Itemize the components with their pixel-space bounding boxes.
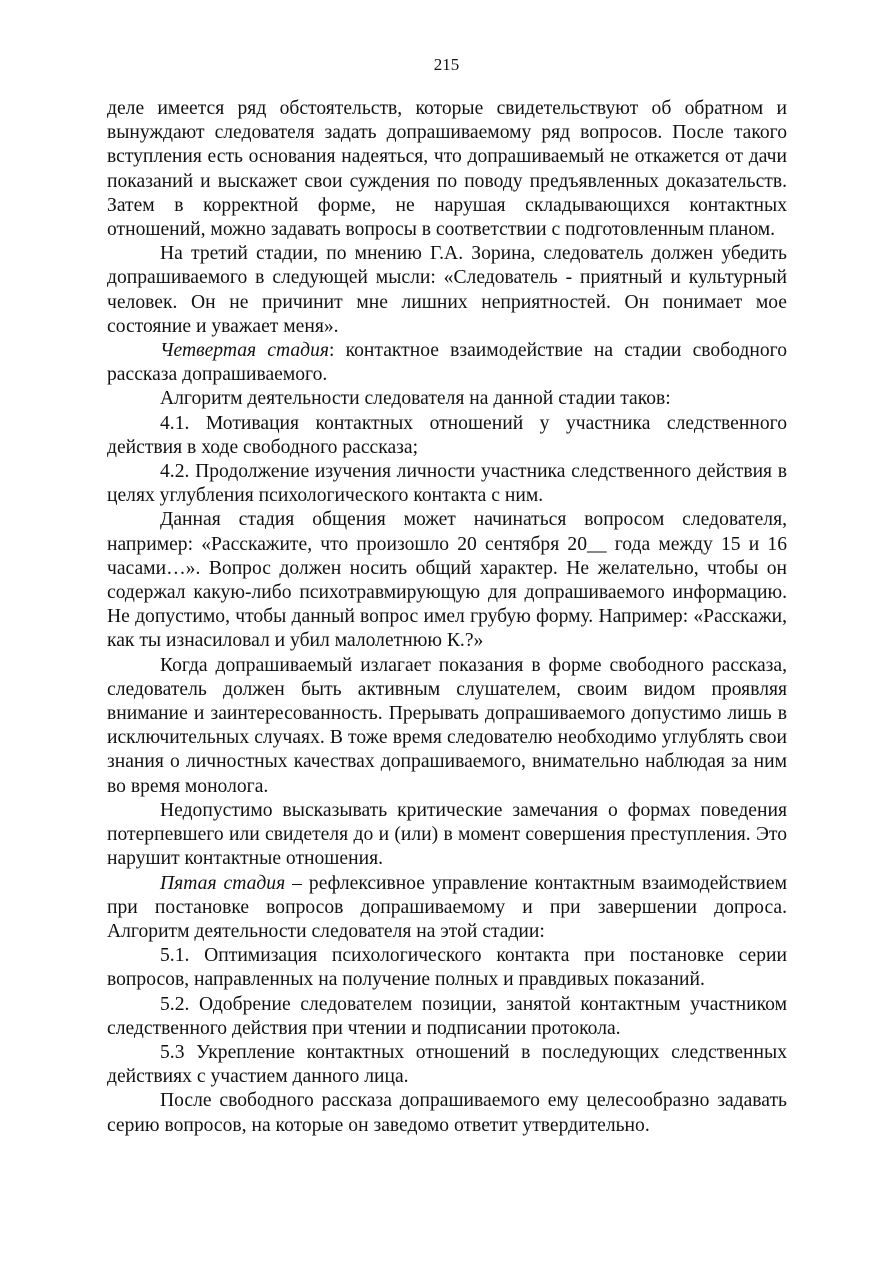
paragraph-fifth-stage xyxy=(107,872,787,945)
paragraph-example-question: Данная стадия общения может начинаться вопросом следователя, например: «Расскажите, что произошло 20 сентября 20__ года между 15 и 16 часами…». Вопрос должен носить общий характер. Не желательно, чтобы он содержал какую-либо психотравмирующую для допрашиваемого информацию. Не допустимо, чтобы данный вопрос имел грубую форму. Например: «Расскажи, как ты изнасиловал и убил малолетнюю К.?» xyxy=(107,509,787,652)
paragraph-algorithm-intro: Алгоритм деятельности следователя на данной стадии таков: xyxy=(160,388,671,410)
paragraph-fourth-stage xyxy=(107,339,787,387)
fifth-stage-heading: Пятая стадия xyxy=(160,872,286,894)
paragraph-question-series: После свободного рассказа допрашиваемого ему целесообразно задавать серию вопросов, на которые он заведомо ответит утвердительно. xyxy=(107,1090,787,1136)
fourth-stage-heading: Четвертая стадия xyxy=(160,340,329,362)
fourth-stage-text: : контактное взаимодействие на стадии свободного рассказа допрашиваемого. xyxy=(107,340,787,386)
paragraph-continuation: деле имеется ряд обстоятельств, которые свидетельствуют об обратном и вынуждают следователя задать допрашиваемому ряд вопросов. После такого вступления есть основания надеяться, что допрашиваемый не откажется от дачи показаний и выскажет свои суждения по поводу предъявленных доказательств. Затем в корректной форме, не нарушая складывающихся контактных отношений, можно задавать вопросы в соответствии с подготовленным планом. xyxy=(107,98,787,241)
paragraph-item-5-2: 5.2. Одобрение следователем позиции, занятой контактным участником следственного действия при чтении и подписании протокола. xyxy=(107,993,787,1039)
fifth-stage-text: – рефлексивное управление контактным взаимодействием при постановке вопросов допрашиваемому и при завершении допроса. Алгоритм деятельности следователя на этой стадии: xyxy=(107,872,787,942)
paragraph-free-narrative: Когда допрашиваемый излагает показания в форме свободного рассказа, следователь должен быть активным слушателем, своим видом проявляя внимание и заинтересованность. Прерывать допрашиваемого допустимо лишь в исключительных случаях. В тоже время следователю необходимо углублять свои знания о личностных качествах допрашиваемого, внимательно наблюдая за ним во время монолога. xyxy=(107,654,787,797)
body-text xyxy=(107,97,787,1138)
paragraph-item-5-3: 5.3 Укрепление контактных отношений в последующих следственных действиях с участием данного лица. xyxy=(107,1041,787,1088)
paragraph-item-4-2: 4.2. Продолжение изучения личности участника следственного действия в целях углубления психологического контакта с ним. xyxy=(107,461,787,507)
paragraph-item-4-1: 4.1. Мотивация контактных отношений у участника следственного действия в ходе свободного рассказа; xyxy=(107,412,787,458)
paragraph-third-stage: На третий стадии, по мнению Г.А. Зорина, следователь должен убедить допрашиваемого в следующей мысли: «Следователь - приятный и культурный человек. Он не причинит мне лишних неприятностей. Он понимает мое состояние и уважает меня». xyxy=(107,243,787,337)
paragraph-critical-remarks: Недопустимо высказывать критические замечания о формах поведения потерпевшего или свидетеля до и (или) в момент совершения преступления. Это нарушит контактные отношения. xyxy=(107,799,787,870)
paragraph-item-5-1: 5.1. Оптимизация психологического контакта при постановке серии вопросов, направленных на получение полных и правдивых показаний. xyxy=(107,945,787,991)
page-number: 215 xyxy=(433,55,460,74)
